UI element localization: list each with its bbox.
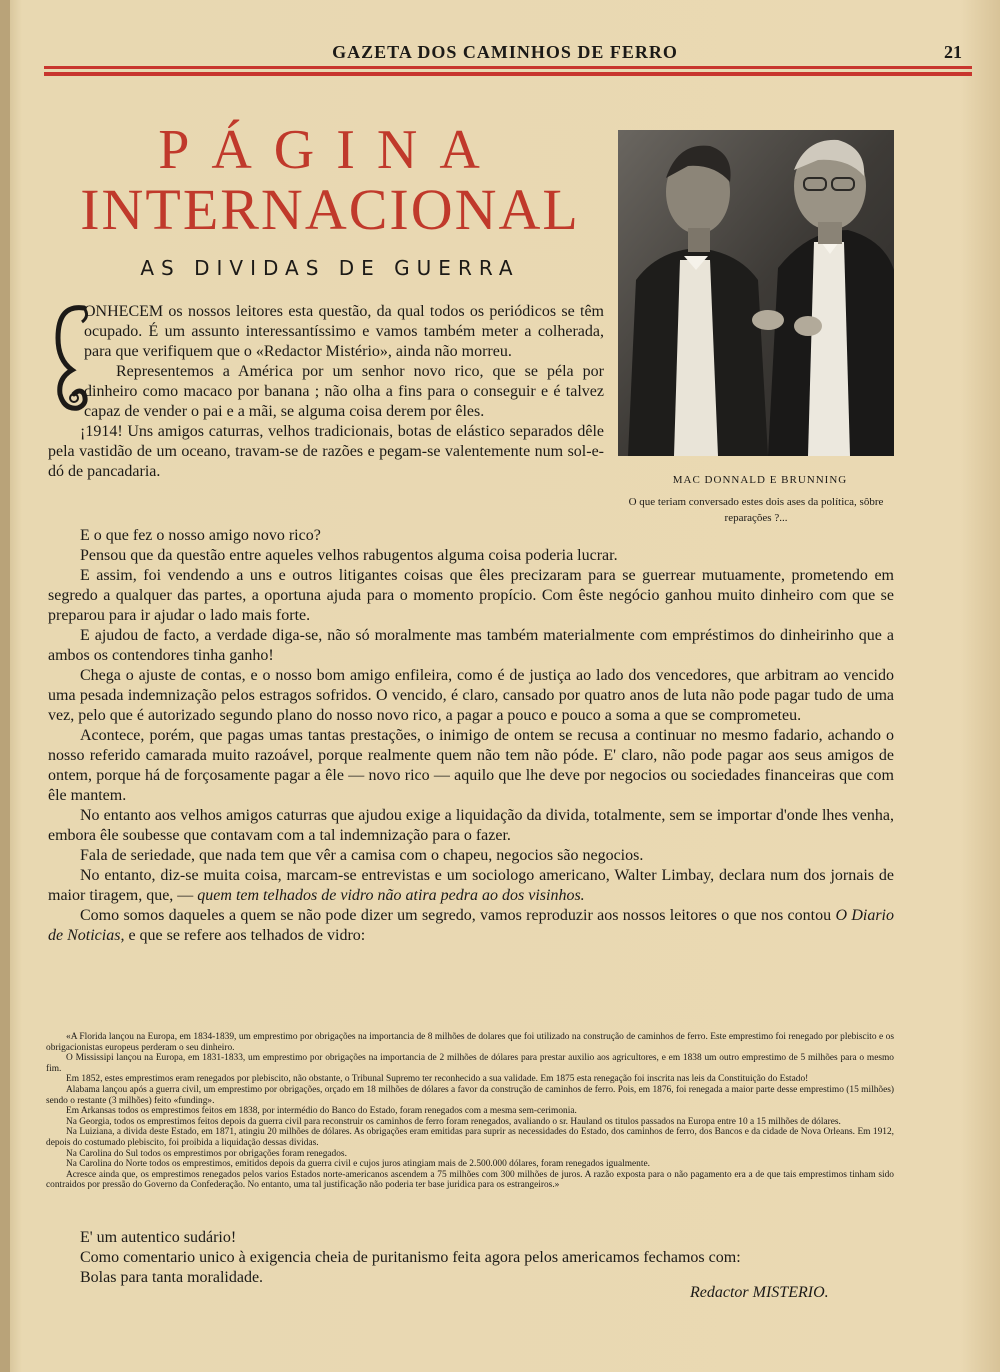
red-rule-top: [44, 66, 972, 69]
paragraph-4: E o que fez o nosso amigo novo rico?: [80, 527, 321, 544]
quote-paragraph: Na Georgia, todos os emprestimos feitos depois da guerra civil para reconstruir os caminhos de ferro foram renegados, avaliando o sr. Hauland os titulos passados na Europa entre 10 a 15 milhões de dólares.: [66, 1116, 841, 1127]
newspaper-name: O Diario de Noticias,: [48, 907, 894, 944]
journal-title: GAZETA DOS CAMINHOS DE FERRO: [332, 42, 678, 62]
paragraph-13-tail: e que se refere aos telhados de vidro:: [124, 927, 366, 944]
quote-paragraph: Na Carolina do Norte todos os emprestimos, emitidos depois da guerra civil e cujos juros atingiam mais de 2.500.000 dólares, foram renegados igualmente.: [66, 1159, 650, 1170]
ending-line-3: Bolas para tanta moralidade.: [80, 1269, 264, 1286]
paragraph-8: Chega o ajuste de contas, e o nosso bom amigo enfileira, como é de justiça ao lado dos vencedores, que arbitram ao vencido uma pesada indemnização pelos estragos sofridos. O vencido, é claro, cansado por quatro anos de luta não pode pagar tudo de uma vez, pelo que é autorizado segundo plano do nosso novo rico, a pagar a pouco e pouco a soma a que se comprometeu.: [48, 667, 894, 724]
paragraph-12-quote: quem tem telhados de vidro não atira pedra ao dos visinhos.: [197, 887, 585, 904]
headline-line-2: INTERNACIONAL: [80, 177, 580, 242]
quote-paragraph: O Mississipi lançou na Europa, em 1831-1833, um emprestimo por obrigações na importancia de 2 milhões de dólares para prestar auxilio aos agricultores, e em 1838 um outro emprestimo de 5 milhões para o mesmo fim.: [46, 1053, 894, 1074]
red-rule-bottom: [44, 72, 972, 76]
paragraph-12: [48, 866, 894, 906]
quote-paragraph: «A Florida lançou na Europa, em 1834-1839, um emprestimo por obrigações na importancia de 8 milhões de dolares que foi utilizado na construção de caminhos de ferro. Este emprestimo foi renegado por plebiscito e os obrigacionistas europeus perderam o seu dinheiro.: [46, 1032, 894, 1053]
paragraph-9: Acontece, porém, que pagas umas tantas prestações, o inimigo de ontem se recusa a continuar no mesmo fadario, achando o nosso referido camarada muito razoável, porque realmente quem não tem não póde. E' claro, não pode pagar aos seus amigos de ontem, porque há de forçosamente pagar a êle — novo rico — aquilo que lhe deve por negocios ou sociedades financeiras que com êle mantem.: [48, 727, 894, 804]
running-head: [40, 36, 970, 76]
quote-paragraph: Na Luiziana, a divida deste Estado, em 1871, atingiu 20 milhões de dólares. As obrigações eram emitidas para suprir as necessidades do Estado, dos caminhos de ferro, dos Bancos e da cidade de Nova Orleans. Em 1912, depois do costumado plebiscito, foi proibida a liquidação dessas dividas.: [46, 1127, 894, 1148]
article-body-lower: [48, 526, 894, 946]
paragraph-6: E assim, foi vendendo a uns e outros litigantes coisas que êles precizaram para se guerrear mutuamente, prometendo em segredo a qualquer das partes, a oportuna ajuda para o momento propício. Com êste negócio ganhou muito dinheiro com que se preparou para ir ajudar o lado mais forte.: [48, 567, 894, 624]
author-signature: Redactor MISTERIO.: [690, 1284, 829, 1301]
paragraph-2: Representemos a América por um senhor novo rico, que se péla por dinheiro como macaco por banana ; não olha a fins para o conseguir e é talvez capaz de vender o pai e a mãi, se alguma coisa derem por êles.: [84, 363, 604, 420]
paragraph-3: ¡1914! Uns amigos caturras, velhos tradicionais, botas de elástico separados dêle pela vastidão de um oceano, travam-se de razões e pegam-se valentemente num sol-e-dó de pancadaria.: [48, 423, 604, 480]
quote-paragraph: Na Carolina do Sul todos os emprestimos por obrigações foram renegados.: [66, 1148, 347, 1159]
paragraph-10: No entanto aos velhos amigos caturras que ajudou exige a liquidação da divida, totalmente, sem se importar d'onde lhes venha, embora êle soubesse que contavam com a tal indemnização para o fazer.: [48, 807, 894, 844]
article-subtitle: AS DIVIDAS DE GUERRA: [140, 256, 520, 280]
page-number: 21: [944, 42, 962, 62]
quote-paragraph: Em 1852, estes emprestimos eram renegados por plebiscito, não obstante, o Tribunal Supremo ter reconhecido a sua validade. Em 1875 esta renegação foi inscrita nas leis da Constituição do Estado!: [66, 1074, 809, 1085]
photo-caption-text: O que teriam conversado estes dois ases da política, sôbre reparações ?...: [628, 496, 884, 524]
paragraph-7: E ajudou de facto, a verdade diga-se, não só moralmente mas também materialmente com empréstimos do dinheirinho que a ambos os contendores tinha ganho!: [48, 627, 894, 664]
photo-caption-title: MAC DONNALD E BRUNNING: [672, 474, 848, 486]
quoted-news-excerpt: [46, 1032, 894, 1191]
ending-line-1: E' um autentico sudário!: [80, 1229, 237, 1246]
paragraph-13-text: Como somos daqueles a quem se não pode dizer um segredo, vamos reproduzir aos nossos leitores o que nos contou: [80, 907, 836, 924]
article-body-upper: [48, 302, 604, 482]
paragraph-5: Pensou que da questão entre aqueles velhos rabugentos alguma coisa poderia lucrar.: [80, 547, 618, 564]
paragraph-1: ONHECEM os nossos leitores esta questão, da qual todos os periódicos se têm ocupado. É um assunto interessantíssimo e vamos também meter a colherada, para que verifiquem que o «Redactor Mistério», ainda não morreu.: [84, 303, 604, 360]
ending-line-2: Como comentario unico à exigencia cheia de puritanismo feita agora pelos americamos fechamos com:: [80, 1249, 741, 1266]
paragraph-12-text: No entanto, diz-se muita coisa, marcam-se entrevistas e um sociologo americano, Walter Limbay, declara num dos jornais de maior tiragem, que, —: [48, 867, 894, 904]
paragraph-13: [48, 906, 894, 946]
article-ending: [80, 1228, 900, 1288]
paragraph-11: Fala de seriedade, que nada tem que vêr a camisa com o chapeu, negocios são negocios.: [80, 847, 644, 864]
quote-paragraph: Acresce ainda que, os emprestimos renegados pelos varios Estados norte-americanos ascendem a 75 milhões com 300 milhões de juros. A razão exposta para o não pagamento era a de que tais emprestimos tinham sido contraidos por pressão do Governo da Confederação. No entanto, uma tal justificação não poderia ter base juridica para os estrangeiros.»: [46, 1169, 894, 1191]
page-binding-edge: [0, 0, 10, 1372]
quote-paragraph: Alabama lançou após a guerra civil, um emprestimo por obrigações, orçado em 18 milhões de dólares a favor da construção de caminhos de ferro. Pois, em 1876, foi renegada a maior parte desse emprestimo (15 milhões) sendo o restante (3 milhões) feito «funding».: [46, 1084, 894, 1106]
photo-portrait: [618, 130, 894, 456]
quote-paragraph: Em Arkansas todos os emprestimos feitos em 1838, por intermédio do Banco do Estado, foram renegados com a mesma sem-cerimonia.: [66, 1106, 577, 1117]
photo-illustration: [618, 130, 894, 456]
headline-line-1: PÁGINA: [158, 119, 502, 181]
